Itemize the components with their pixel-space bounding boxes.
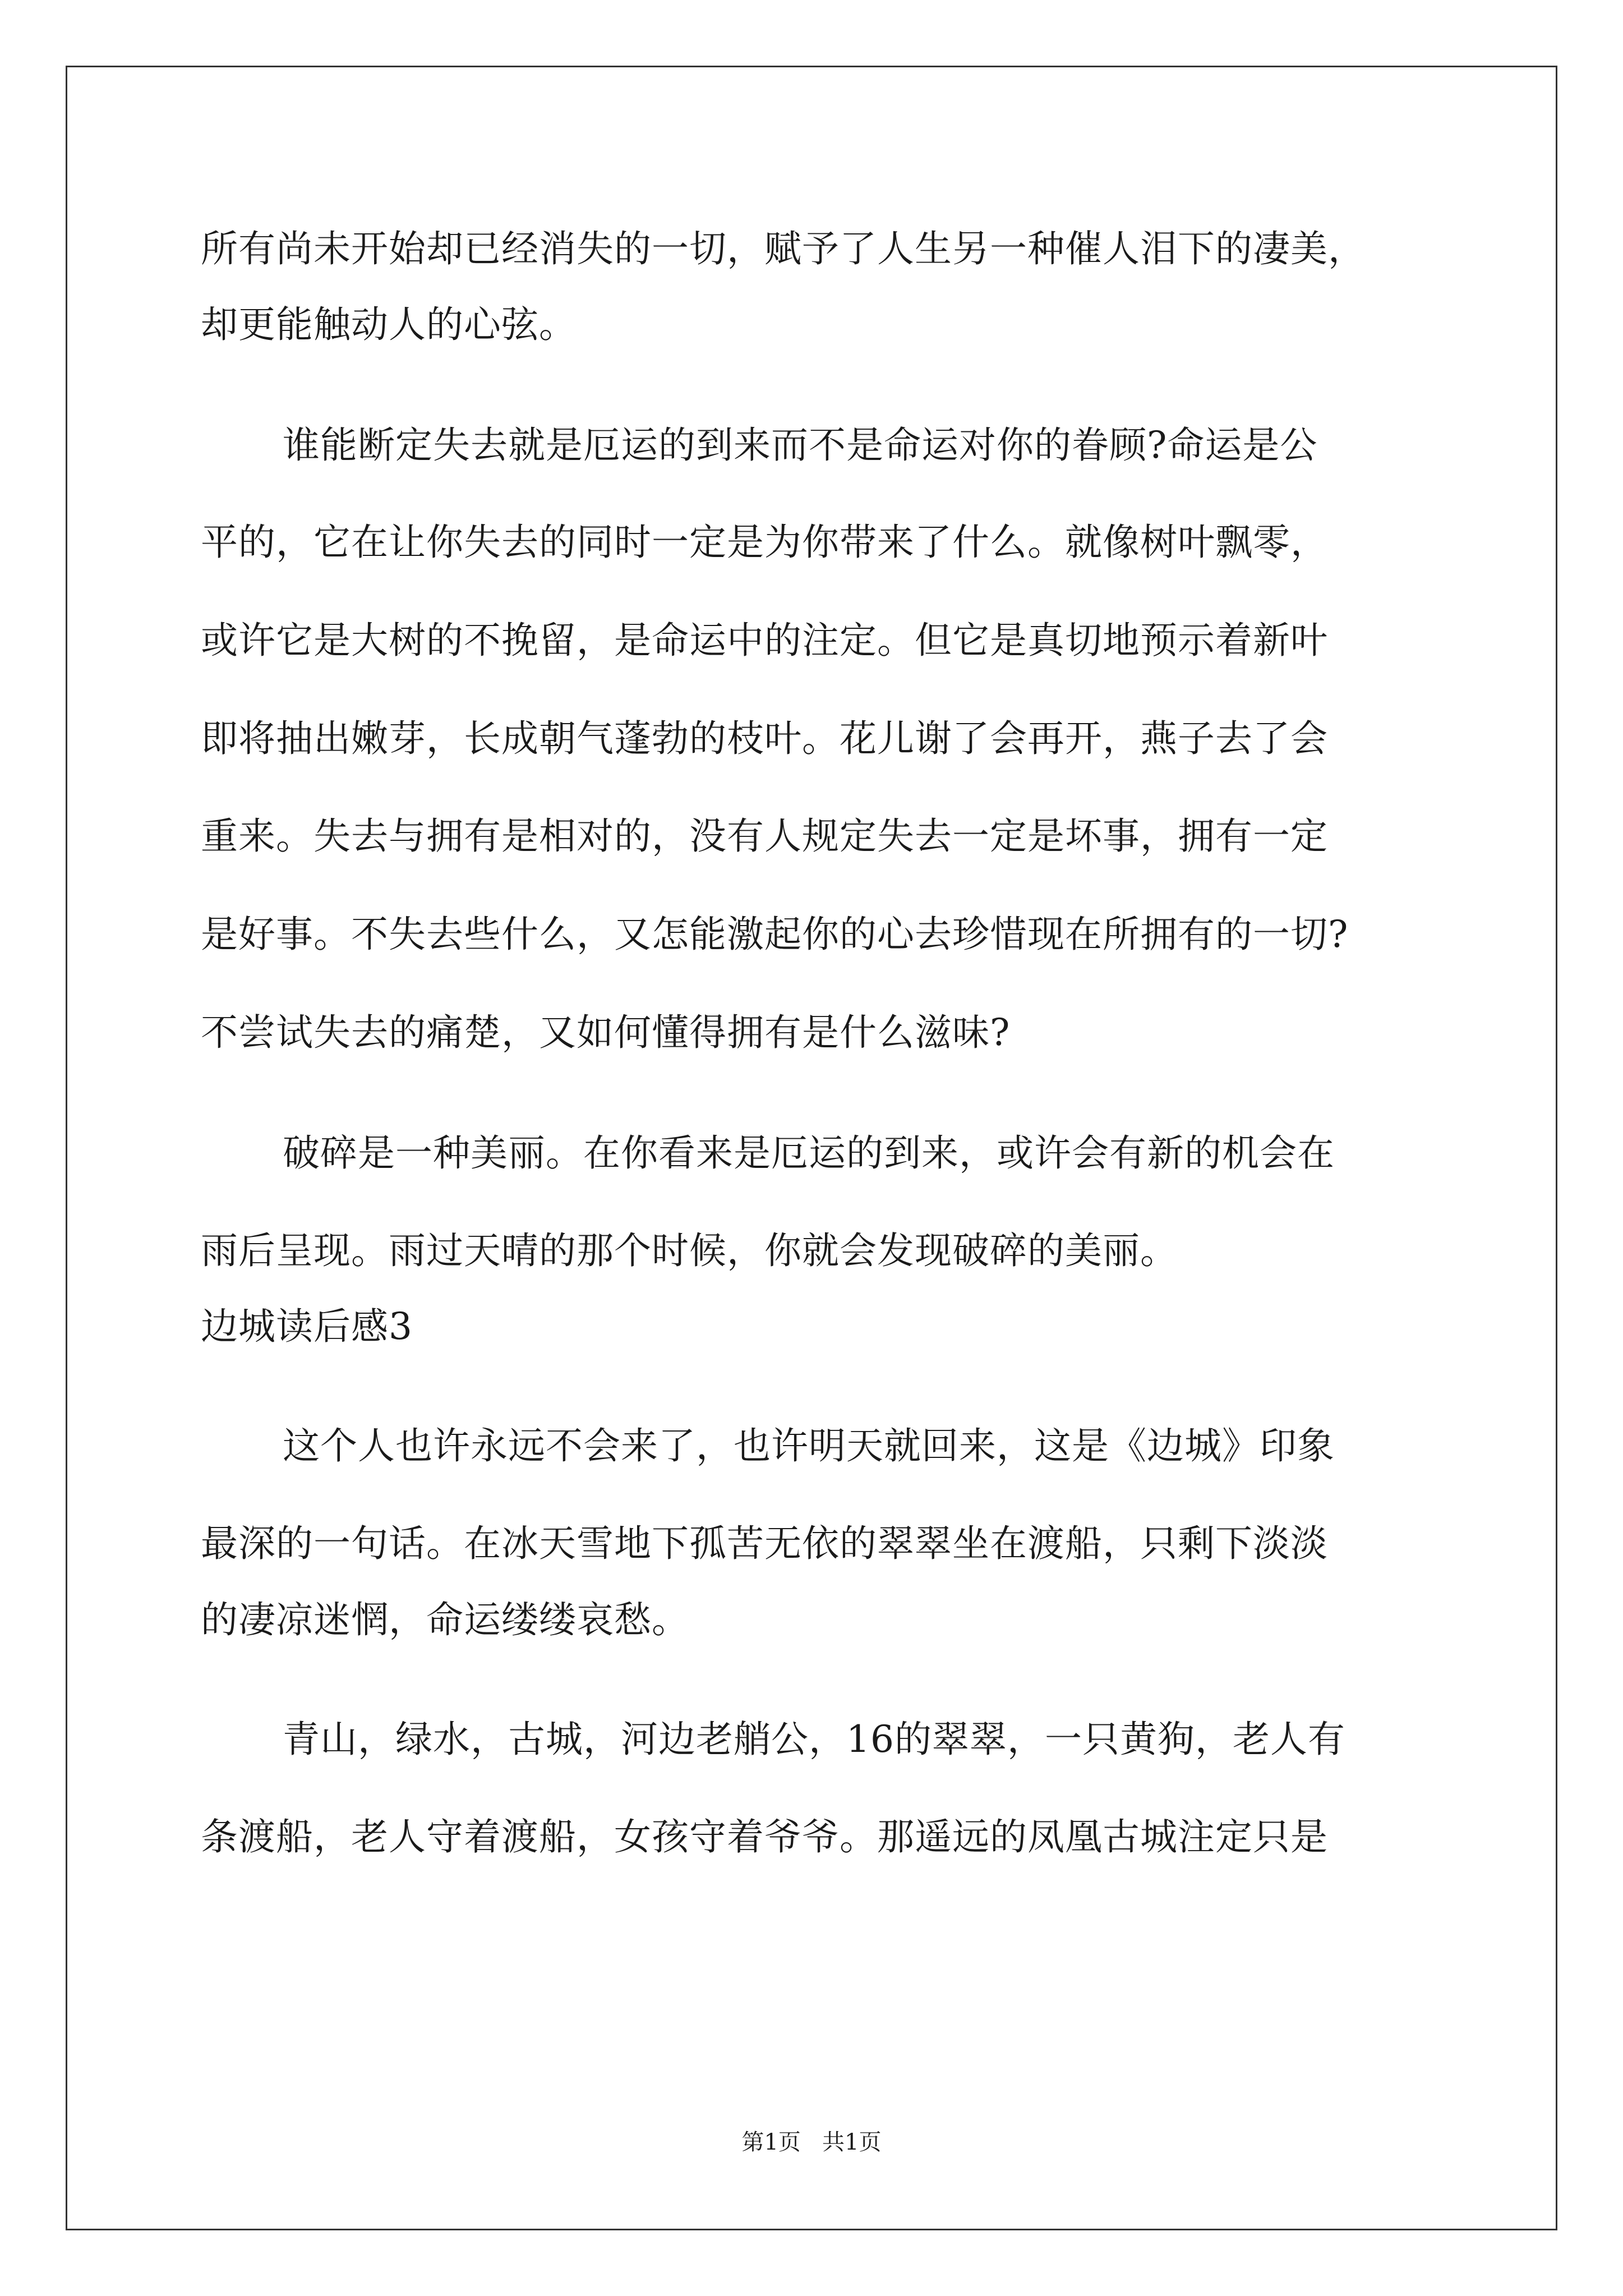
text-line: 即将抽出嫩芽，长成朝气蓬勃的枝叶。花儿谢了会再开，燕子去了会 [201, 717, 1328, 760]
text-line: 却更能触动人的心弦。 [201, 303, 577, 346]
paragraph-first-line: 谁能断定失去就是厄运的到来而不是命运对你的眷顾?命运是公 [283, 424, 1318, 467]
paragraph-first-line: 破碎是一种美丽。在你看来是厄运的到来，或许会有新的机会在 [283, 1131, 1335, 1175]
text-line: 条渡船，老人守着渡船，女孩守着爷爷。那遥远的凤凰古城注定只是 [201, 1815, 1328, 1858]
text-line: 是好事。不失去些什么，又怎能激起你的心去珍惜现在所拥有的一切? [201, 913, 1349, 956]
text-line: 最深的一句话。在冰天雪地下孤苦无依的翠翠坐在渡船，只剩下淡淡 [201, 1522, 1328, 1565]
text-line: 或许它是大树的不挽留，是命运中的注定。但它是真切地预示着新叶 [201, 619, 1328, 662]
text-line: 的凄凉迷惘，命运缕缕哀愁。 [201, 1598, 689, 1641]
page-footer: 第1页 共1页 [741, 2129, 882, 2155]
paragraph-first-line: 这个人也许永远不会来了，也许明天就回来，这是《边城》印象 [283, 1424, 1335, 1467]
text-line: 平的，它在让你失去的同时一定是为你带来了什么。就像树叶飘零， [201, 521, 1328, 564]
text-line: 重来。失去与拥有是相对的，没有人规定失去一定是坏事，拥有一定 [201, 815, 1328, 858]
text-line: 所有尚未开始却已经消失的一切，赋予了人生另一种催人泪下的凄美， [201, 227, 1366, 270]
text-line: 不尝试失去的痛楚，又如何懂得拥有是什么滋味? [201, 1011, 1011, 1054]
section-heading: 边城读后感3 [201, 1305, 413, 1348]
text-line: 雨后呈现。雨过天晴的那个时候，你就会发现破碎的美丽。 [201, 1229, 1178, 1272]
paragraph-first-line: 青山，绿水，古城，河边老艄公，16的翠翠，一只黄狗，老人有 [283, 1718, 1345, 1761]
